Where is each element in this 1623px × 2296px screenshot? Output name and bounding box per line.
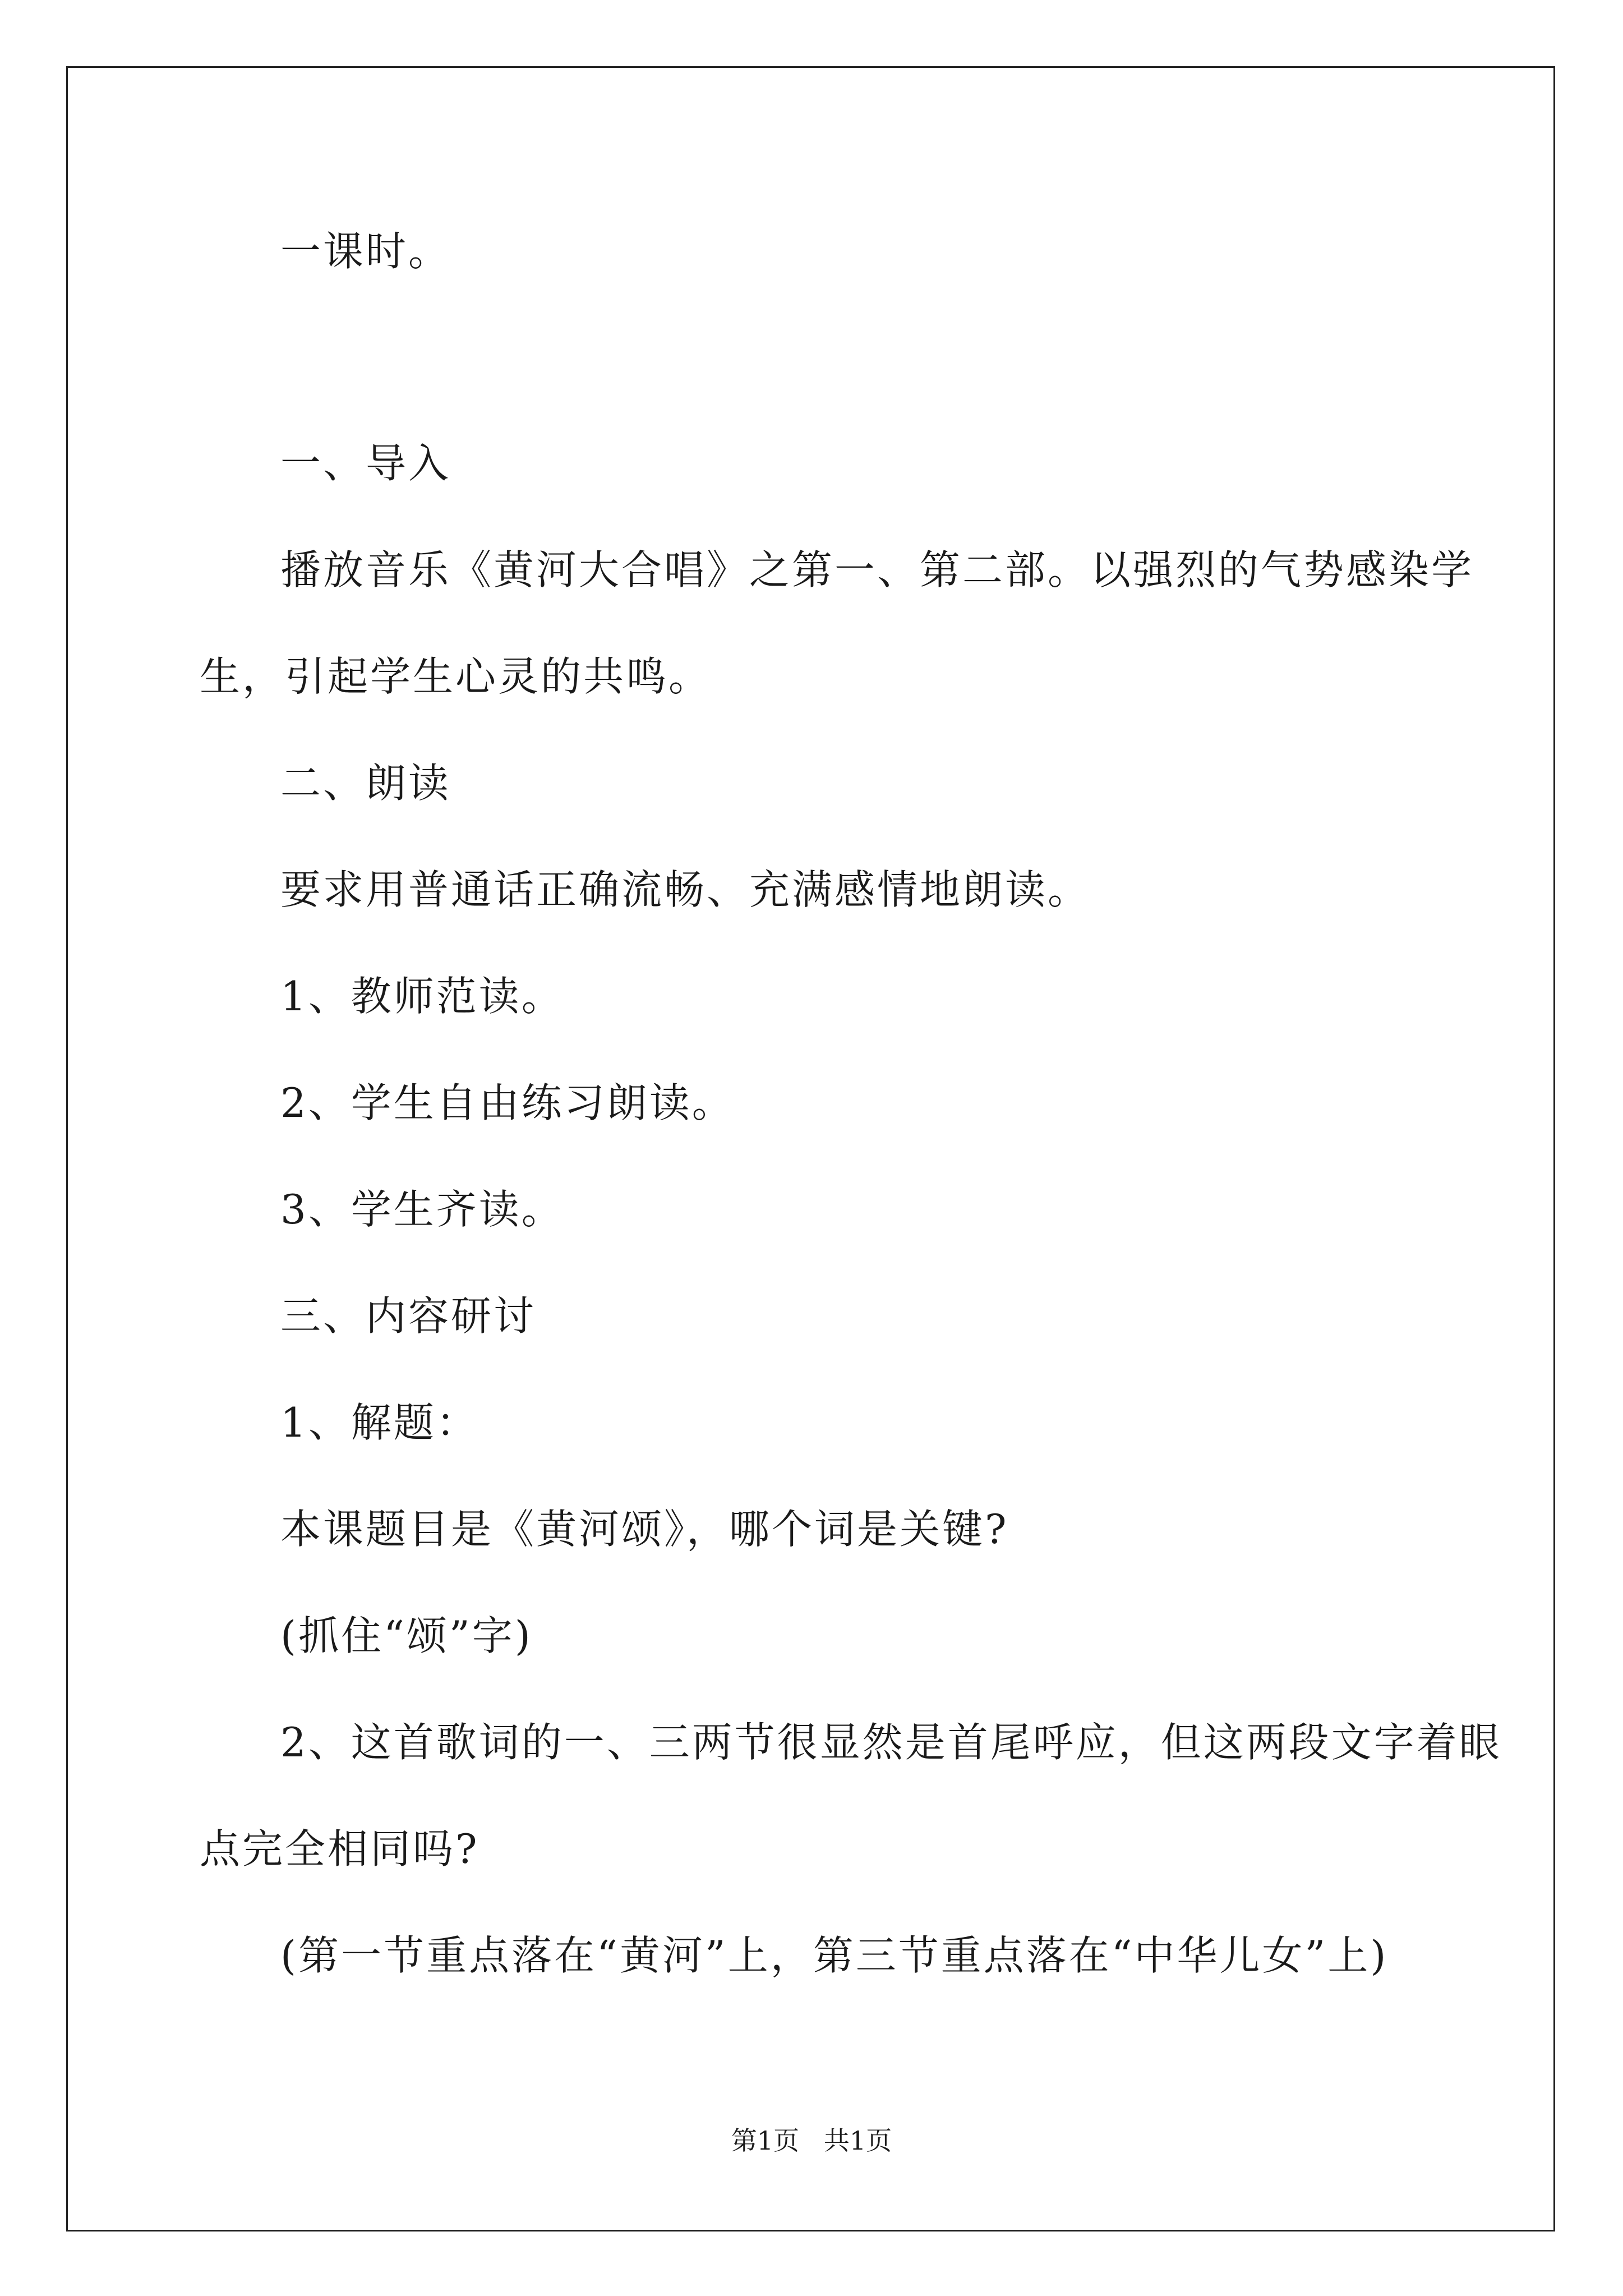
list-item: 3、学生齐读。: [280, 1186, 564, 1233]
text-line: (第一节重点落在“黄河”上，第三节重点落在“中华儿女”上): [280, 1932, 1389, 1979]
text-line: 一课时。: [280, 228, 451, 275]
text-line: 生，引起学生心灵的共鸣。: [200, 653, 712, 700]
list-item: 2、这首歌词的一、三两节很显然是首尾呼应，但这两段文字着眼: [280, 1719, 1502, 1766]
text-line: 要求用普通话正确流畅、充满感情地朗读。: [280, 866, 1091, 913]
section-heading: 一、导入: [280, 440, 451, 487]
section-heading: 三、内容研讨: [280, 1292, 537, 1340]
text-line: (抓住“颂”字): [280, 1612, 533, 1659]
section-heading: 二、朗读: [280, 760, 451, 807]
page-border: [66, 66, 1555, 2231]
text-line: 点完全相同吗?: [200, 1825, 479, 1872]
page-number: 第1页 共1页: [731, 2125, 892, 2156]
list-item: 1、解题：: [280, 1399, 479, 1446]
text-line: 播放音乐《黄河大合唱》之第一、第二部。以强烈的气势感染学: [280, 546, 1474, 593]
text-line: 本课题目是《黄河颂》，哪个词是关键?: [280, 1506, 1009, 1553]
list-item: 1、教师范读。: [280, 973, 564, 1020]
list-item: 2、学生自由练习朗读。: [280, 1079, 735, 1126]
